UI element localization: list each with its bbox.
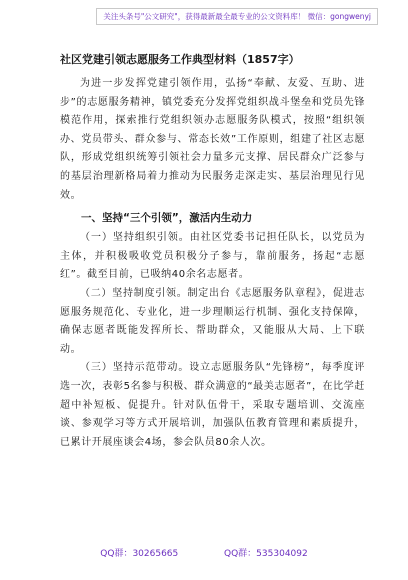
intro-paragraph: 为进一步发挥党建引领作用，弘扬“奉献、友爱、互助、进步”的志愿服务精神，镇党委充分发挥党组织战斗堡垒和党员先锋模范作用，探索推行党组织领办志愿服务队模式，按照“组织领办、党员带头、群众参与、常态长效”工作原则，组建了社区志愿队，形成党组织统筹引领社会力量多元支撑、居民群众广泛参与的基层治理新格局着力推动为民服务走深走实、基层治理见行见效。	[60, 78, 365, 201]
paragraph-demonstration: （三）坚持示范带动。设立志愿服务队“先锋榜”，每季度评选一次，表彰5名参与积极、群众满意的“最美志愿者”，在比学赶超中补短板、促提升。针对队伍骨干，采取专题培训、交流座谈、参观学习等方式开展培训，加强队伍教育管理和素质提升，已累计开展座谈会4场，参会队员80余人次。	[60, 362, 365, 448]
section-heading-1: 一、坚持“三个引领”，激活内生动力	[81, 212, 253, 225]
header-banner: 关注头条号"公文研究"，获得最新最全最专业的公文资料库！ 微信：gongwenyj	[96, 8, 378, 25]
paragraph-organization-lead: （一）坚持组织引领。由社区党委书记担任队长，以党员为主体，并积极吸收党员积极分子参与，靠前服务，扬起“志愿红”。截至目前，已吸纳40余名志愿者。	[60, 232, 365, 281]
footer-qq-group-2: QQ群：535304092	[224, 549, 308, 559]
document-title: 社区党建引领志愿服务工作典型材料（1857字）	[60, 53, 300, 66]
document-body	[60, 52, 365, 452]
footer	[0, 546, 408, 559]
footer-qq-group-1: QQ群：30265665	[100, 549, 179, 559]
paragraph-system-lead: （二）坚持制度引领。制定出台《志愿服务队章程》，促进志愿服务规范化、专业化，进一步理顺运行机制、强化支持保障，确保志愿者既能发挥所长、帮助群众，又能服从大局、上下联动。	[60, 287, 365, 355]
